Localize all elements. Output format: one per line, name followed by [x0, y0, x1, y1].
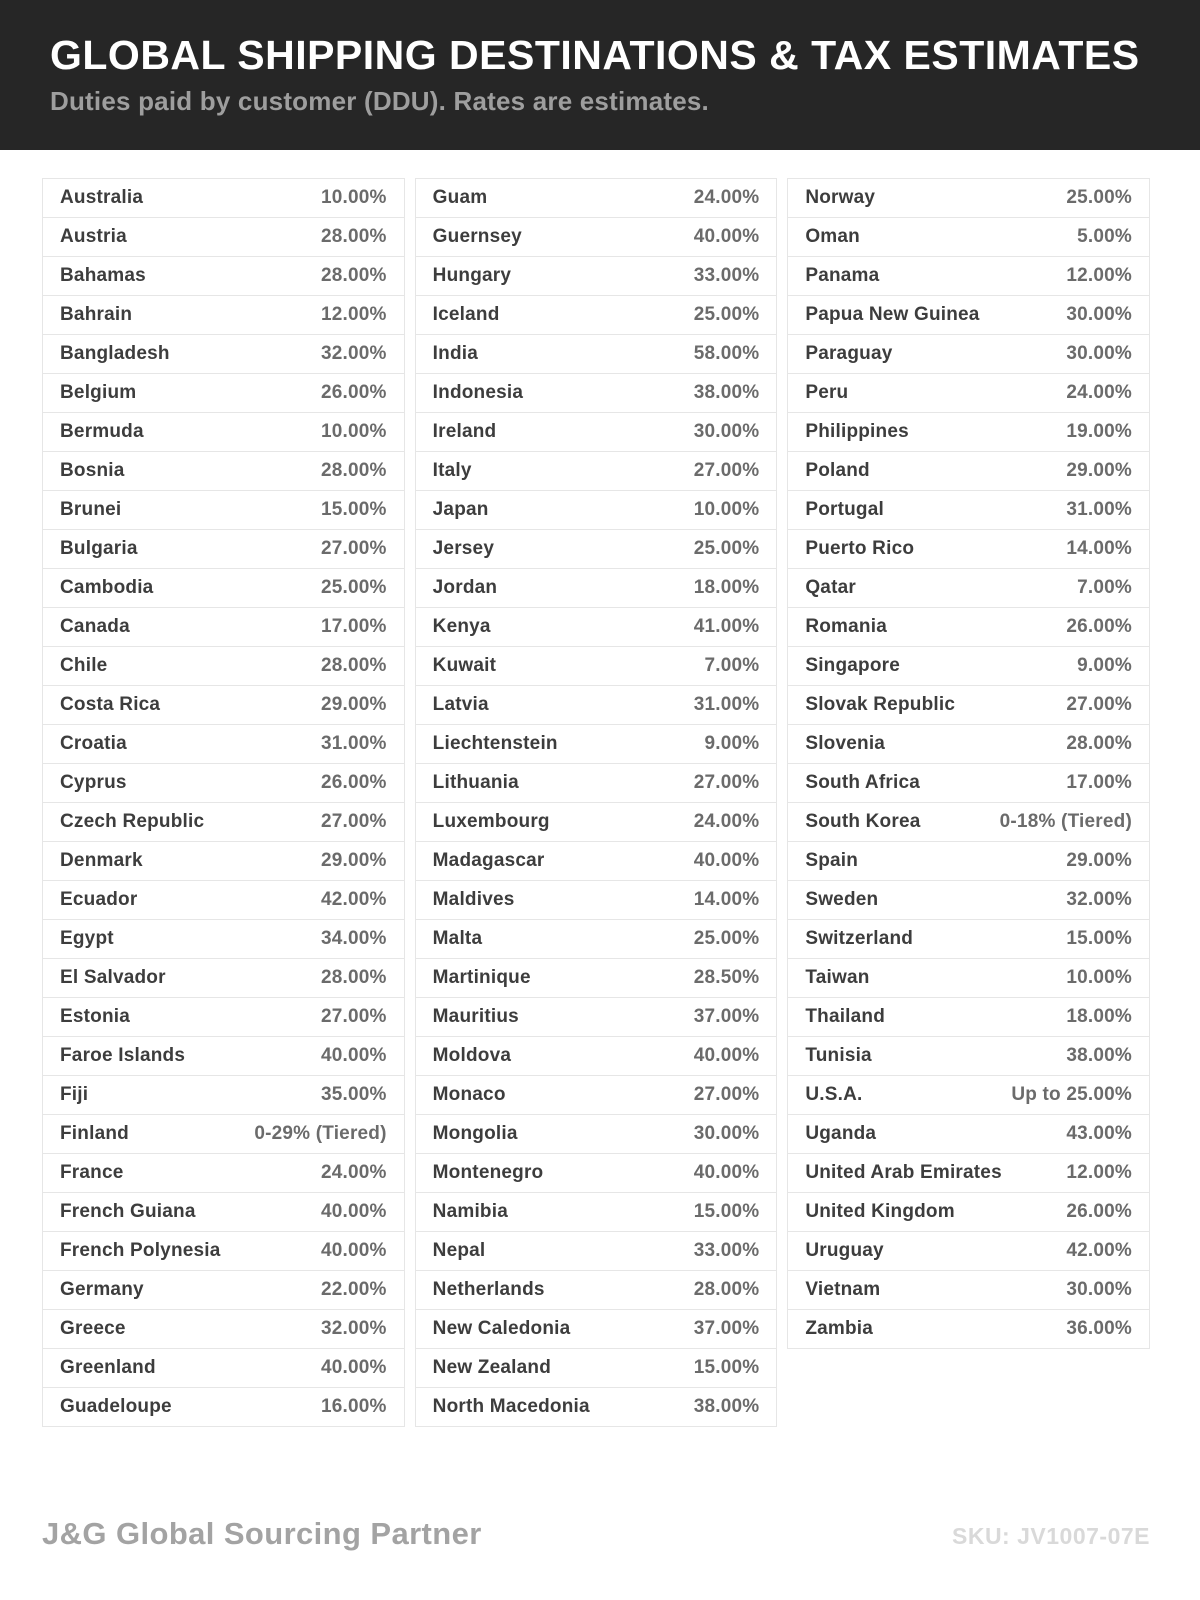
table-row: [416, 1076, 777, 1115]
rate-value: 14.00%: [693, 889, 760, 910]
table-row: [416, 374, 777, 413]
table-row: [43, 257, 404, 296]
rate-value: 31.00%: [1066, 499, 1132, 520]
rate-value: 25.00%: [693, 304, 760, 325]
rate-value: 10.00%: [321, 421, 387, 442]
rate-value: 27.00%: [1066, 694, 1132, 715]
country-name: Martinique: [432, 967, 531, 988]
table-row: [43, 569, 404, 608]
table-row: [43, 491, 404, 530]
rate-value: 32.00%: [321, 1318, 387, 1339]
country-name: Poland: [805, 460, 870, 481]
country-name: Bermuda: [60, 421, 144, 442]
rate-value: 32.00%: [1066, 889, 1132, 910]
rate-value: 34.00%: [321, 928, 387, 949]
table-row: [416, 920, 777, 959]
rate-value: 24.00%: [693, 187, 760, 208]
rate-value: 26.00%: [1066, 1201, 1132, 1222]
rate-value: 30.00%: [1066, 304, 1132, 325]
rate-value: 15.00%: [693, 1201, 760, 1222]
country-name: Maldives: [432, 889, 515, 910]
rate-value: 22.00%: [321, 1279, 387, 1300]
table-row: [416, 608, 777, 647]
table-row: [788, 764, 1149, 803]
table-row: [43, 296, 404, 335]
rate-value: 10.00%: [1066, 967, 1132, 988]
rate-value: 32.00%: [321, 343, 387, 364]
rate-value: 12.00%: [1066, 1162, 1132, 1183]
table-row: [416, 296, 777, 335]
rate-value: 38.00%: [1066, 1045, 1132, 1066]
table-row: [416, 998, 777, 1037]
table-row: [43, 764, 404, 803]
rate-value: 29.00%: [1066, 850, 1132, 871]
rate-value: 40.00%: [321, 1045, 387, 1066]
brand-name: J&G Global Sourcing Partner: [42, 1516, 482, 1551]
rate-value: 7.00%: [704, 655, 760, 676]
country-name: Liechtenstein: [432, 733, 558, 754]
page-header: [0, 0, 1200, 150]
rate-value: 30.00%: [693, 421, 760, 442]
country-name: Netherlands: [432, 1279, 545, 1300]
table-row: [416, 1310, 777, 1349]
rate-value: 29.00%: [321, 850, 387, 871]
rate-value: 10.00%: [693, 499, 760, 520]
table-row: [416, 647, 777, 686]
rate-value: 27.00%: [693, 460, 760, 481]
country-name: Indonesia: [432, 382, 524, 403]
country-name: New Zealand: [432, 1357, 551, 1378]
rate-value: 42.00%: [321, 889, 387, 910]
country-name: Guernsey: [432, 226, 522, 247]
country-name: French Guiana: [60, 1201, 196, 1222]
table-row: [788, 218, 1149, 257]
country-name: Japan: [432, 499, 489, 520]
table-row: [416, 1388, 777, 1427]
country-name: Zambia: [805, 1318, 874, 1339]
country-name: Peru: [805, 382, 849, 403]
rate-value: 12.00%: [1066, 265, 1132, 286]
rate-value: 31.00%: [321, 733, 387, 754]
table-row: [416, 803, 777, 842]
country-name: Costa Rica: [60, 694, 161, 715]
rate-value: 0-29% (Tiered): [254, 1123, 387, 1144]
rate-value: 12.00%: [321, 304, 387, 325]
country-name: Switzerland: [805, 928, 914, 949]
country-name: Croatia: [60, 733, 127, 754]
table-row: [43, 920, 404, 959]
table-row: [416, 1115, 777, 1154]
table-row: [43, 1232, 404, 1271]
country-name: Cyprus: [60, 772, 127, 793]
table-row: [43, 842, 404, 881]
rate-value: 33.00%: [693, 1240, 760, 1261]
country-name: Bulgaria: [60, 538, 138, 559]
table-row: [788, 842, 1149, 881]
rate-value: 40.00%: [693, 850, 760, 871]
country-name: Chile: [60, 655, 108, 676]
rate-value: 28.00%: [321, 967, 387, 988]
country-name: Bosnia: [60, 460, 125, 481]
rate-value: 30.00%: [1066, 1279, 1132, 1300]
table-row: [416, 179, 777, 218]
country-name: Uganda: [805, 1123, 877, 1144]
rate-value: 28.00%: [321, 226, 387, 247]
rate-value: 0-18% (Tiered): [999, 811, 1132, 832]
rate-value: 38.00%: [693, 382, 760, 403]
table-row: [43, 608, 404, 647]
country-name: Kenya: [432, 616, 491, 637]
country-name: Faroe Islands: [60, 1045, 186, 1066]
rate-value: 26.00%: [321, 382, 387, 403]
rate-value: 38.00%: [693, 1396, 760, 1417]
table-row: [43, 881, 404, 920]
country-name: Tunisia: [805, 1045, 872, 1066]
rate-value: 40.00%: [321, 1201, 387, 1222]
table-row: [416, 1193, 777, 1232]
country-name: Latvia: [432, 694, 489, 715]
rate-value: 29.00%: [1066, 460, 1132, 481]
rate-value: 27.00%: [693, 772, 760, 793]
table-row: [788, 803, 1149, 842]
rate-value: 33.00%: [693, 265, 760, 286]
country-name: Uruguay: [805, 1240, 884, 1261]
table-row: [416, 569, 777, 608]
table-row: [43, 1037, 404, 1076]
country-name: Fiji: [60, 1084, 89, 1105]
country-name: Brunei: [60, 499, 122, 520]
table-row: [416, 335, 777, 374]
rate-value: 28.00%: [1066, 733, 1132, 754]
rate-value: 14.00%: [1066, 538, 1132, 559]
table-row: [416, 530, 777, 569]
table-row: [43, 413, 404, 452]
rate-value: 28.00%: [321, 655, 387, 676]
country-name: Bahrain: [60, 304, 133, 325]
table-row: [416, 1037, 777, 1076]
country-name: Montenegro: [432, 1162, 544, 1183]
country-name: Malta: [432, 928, 483, 949]
rates-column-3: [787, 178, 1150, 1349]
country-name: U.S.A.: [805, 1084, 863, 1105]
rate-value: 31.00%: [693, 694, 760, 715]
table-row: [43, 1349, 404, 1388]
country-name: Guam: [432, 187, 488, 208]
table-row: [788, 1037, 1149, 1076]
rate-value: 18.00%: [1066, 1006, 1132, 1027]
country-name: Vietnam: [805, 1279, 881, 1300]
table-row: [43, 647, 404, 686]
table-row: [43, 1271, 404, 1310]
country-name: Lithuania: [432, 772, 519, 793]
table-row: [416, 1349, 777, 1388]
country-name: France: [60, 1162, 124, 1183]
table-row: [788, 530, 1149, 569]
table-row: [416, 413, 777, 452]
country-name: Luxembourg: [432, 811, 550, 832]
table-row: [43, 452, 404, 491]
table-row: [416, 764, 777, 803]
table-row: [788, 1271, 1149, 1310]
rate-value: 25.00%: [321, 577, 387, 598]
rate-value: 24.00%: [1066, 382, 1132, 403]
country-name: Romania: [805, 616, 887, 637]
table-row: [416, 842, 777, 881]
table-row: [788, 686, 1149, 725]
table-row: [788, 647, 1149, 686]
rate-value: 36.00%: [1066, 1318, 1132, 1339]
rate-value: 27.00%: [321, 811, 387, 832]
country-name: Moldova: [432, 1045, 512, 1066]
table-row: [788, 725, 1149, 764]
rate-value: 28.00%: [321, 265, 387, 286]
table-row: [416, 218, 777, 257]
country-name: Egypt: [60, 928, 114, 949]
table-row: [788, 257, 1149, 296]
table-row: [43, 1154, 404, 1193]
country-name: Thailand: [805, 1006, 886, 1027]
country-name: Austria: [60, 226, 127, 247]
table-row: [788, 608, 1149, 647]
country-name: Bahamas: [60, 265, 146, 286]
rate-value: 28.00%: [693, 1279, 760, 1300]
country-name: New Caledonia: [432, 1318, 571, 1339]
table-row: [788, 296, 1149, 335]
rate-value: 40.00%: [693, 226, 760, 247]
table-row: [43, 1193, 404, 1232]
country-name: Philippines: [805, 421, 909, 442]
country-name: India: [432, 343, 478, 364]
country-name: Greece: [60, 1318, 126, 1339]
table-row: [416, 1271, 777, 1310]
country-name: Slovenia: [805, 733, 886, 754]
country-name: United Kingdom: [805, 1201, 955, 1222]
country-name: Italy: [432, 460, 472, 481]
rate-value: 15.00%: [321, 499, 387, 520]
country-name: South Korea: [805, 811, 921, 832]
rate-value: 25.00%: [693, 928, 760, 949]
rate-value: 24.00%: [693, 811, 760, 832]
country-name: Kuwait: [432, 655, 497, 676]
table-row: [43, 998, 404, 1037]
table-row: [788, 374, 1149, 413]
table-row: [788, 1076, 1149, 1115]
page-subtitle: Duties paid by customer (DDU). Rates are estimates.: [50, 86, 709, 117]
rate-value: 26.00%: [321, 772, 387, 793]
country-name: Singapore: [805, 655, 901, 676]
table-row: [788, 569, 1149, 608]
country-name: Slovak Republic: [805, 694, 956, 715]
rate-value: 37.00%: [693, 1318, 760, 1339]
table-row: [788, 959, 1149, 998]
table-row: [788, 413, 1149, 452]
rate-value: 43.00%: [1066, 1123, 1132, 1144]
rates-column-2: [415, 178, 778, 1427]
country-name: Paraguay: [805, 343, 893, 364]
rate-value: 30.00%: [693, 1123, 760, 1144]
rate-value: 40.00%: [693, 1162, 760, 1183]
table-row: [43, 686, 404, 725]
rate-value: 28.00%: [321, 460, 387, 481]
country-name: Mauritius: [432, 1006, 519, 1027]
country-name: Panama: [805, 265, 880, 286]
table-row: [43, 725, 404, 764]
rate-value: 9.00%: [704, 733, 760, 754]
table-row: [416, 686, 777, 725]
table-row: [788, 1154, 1149, 1193]
country-name: Cambodia: [60, 577, 154, 598]
country-name: Germany: [60, 1279, 144, 1300]
table-row: [788, 920, 1149, 959]
rate-value: 27.00%: [693, 1084, 760, 1105]
table-row: [416, 959, 777, 998]
country-name: Madagascar: [432, 850, 545, 871]
table-row: [416, 1154, 777, 1193]
rate-value: 15.00%: [1066, 928, 1132, 949]
rate-value: 26.00%: [1066, 616, 1132, 637]
country-name: French Polynesia: [60, 1240, 221, 1261]
rate-value: 17.00%: [321, 616, 387, 637]
country-name: El Salvador: [60, 967, 166, 988]
rate-value: 30.00%: [1066, 343, 1132, 364]
table-row: [43, 1115, 404, 1154]
table-row: [788, 1310, 1149, 1349]
rate-value: 41.00%: [693, 616, 760, 637]
table-row: [416, 257, 777, 296]
table-row: [788, 452, 1149, 491]
table-row: [788, 1115, 1149, 1154]
country-name: Canada: [60, 616, 130, 637]
country-name: Ecuador: [60, 889, 138, 910]
country-name: Hungary: [432, 265, 512, 286]
table-row: [416, 881, 777, 920]
country-name: South Africa: [805, 772, 920, 793]
table-row: [43, 1388, 404, 1427]
table-row: [788, 335, 1149, 374]
rate-value: 40.00%: [693, 1045, 760, 1066]
rate-value: 40.00%: [321, 1240, 387, 1261]
country-name: Monaco: [432, 1084, 506, 1105]
country-name: Iceland: [432, 304, 500, 325]
rates-column-1: [42, 178, 405, 1427]
country-name: Denmark: [60, 850, 143, 871]
rate-value: 28.50%: [693, 967, 760, 988]
country-name: Nepal: [432, 1240, 486, 1261]
rates-table: [42, 178, 1150, 1427]
table-row: [43, 179, 404, 218]
rate-value: 10.00%: [321, 187, 387, 208]
table-row: [416, 1232, 777, 1271]
table-row: [788, 491, 1149, 530]
rate-value: 35.00%: [321, 1084, 387, 1105]
country-name: Sweden: [805, 889, 879, 910]
country-name: Namibia: [432, 1201, 508, 1222]
rate-value: 27.00%: [321, 538, 387, 559]
country-name: Greenland: [60, 1357, 156, 1378]
rate-value: 17.00%: [1066, 772, 1132, 793]
rate-value: 58.00%: [693, 343, 760, 364]
table-row: [788, 1232, 1149, 1271]
country-name: Belgium: [60, 382, 137, 403]
country-name: Bangladesh: [60, 343, 170, 364]
table-row: [43, 530, 404, 569]
country-name: Jordan: [432, 577, 498, 598]
country-name: Guadeloupe: [60, 1396, 172, 1417]
table-row: [788, 881, 1149, 920]
country-name: Australia: [60, 187, 144, 208]
table-row: [788, 998, 1149, 1037]
table-row: [43, 803, 404, 842]
table-row: [43, 335, 404, 374]
table-row: [43, 374, 404, 413]
table-row: [788, 1193, 1149, 1232]
rate-value: 9.00%: [1077, 655, 1132, 676]
table-row: [416, 452, 777, 491]
table-row: [43, 1310, 404, 1349]
country-name: Czech Republic: [60, 811, 205, 832]
table-row: [43, 218, 404, 257]
country-name: Portugal: [805, 499, 884, 520]
rate-value: 25.00%: [1066, 187, 1132, 208]
country-name: North Macedonia: [432, 1396, 590, 1417]
table-row: [788, 179, 1149, 218]
country-name: Jersey: [432, 538, 495, 559]
rate-value: Up to 25.00%: [1011, 1084, 1132, 1105]
country-name: Puerto Rico: [805, 538, 915, 559]
rate-value: 19.00%: [1066, 421, 1132, 442]
country-name: Oman: [805, 226, 860, 247]
country-name: Ireland: [432, 421, 497, 442]
country-name: Mongolia: [432, 1123, 518, 1144]
rate-value: 25.00%: [693, 538, 760, 559]
rate-value: 16.00%: [321, 1396, 387, 1417]
rate-value: 15.00%: [693, 1357, 760, 1378]
country-name: Qatar: [805, 577, 856, 598]
sku-label: SKU: JV1007-07E: [952, 1523, 1150, 1549]
rate-value: 42.00%: [1066, 1240, 1132, 1261]
page-title: GLOBAL SHIPPING DESTINATIONS & TAX ESTIMATES: [50, 31, 1140, 78]
country-name: Spain: [805, 850, 859, 871]
rate-value: 5.00%: [1077, 226, 1132, 247]
rate-value: 27.00%: [321, 1006, 387, 1027]
rate-value: 7.00%: [1077, 577, 1132, 598]
table-row: [43, 959, 404, 998]
page-footer: [42, 1516, 1150, 1552]
country-name: Norway: [805, 187, 876, 208]
country-name: United Arab Emirates: [805, 1162, 1002, 1183]
rate-value: 37.00%: [693, 1006, 760, 1027]
rate-value: 24.00%: [321, 1162, 387, 1183]
country-name: Taiwan: [805, 967, 870, 988]
table-row: [416, 491, 777, 530]
country-name: Papua New Guinea: [805, 304, 980, 325]
table-row: [43, 1076, 404, 1115]
rate-value: 29.00%: [321, 694, 387, 715]
table-row: [416, 725, 777, 764]
country-name: Estonia: [60, 1006, 131, 1027]
rate-value: 40.00%: [321, 1357, 387, 1378]
country-name: Finland: [60, 1123, 129, 1144]
rate-value: 18.00%: [693, 577, 760, 598]
